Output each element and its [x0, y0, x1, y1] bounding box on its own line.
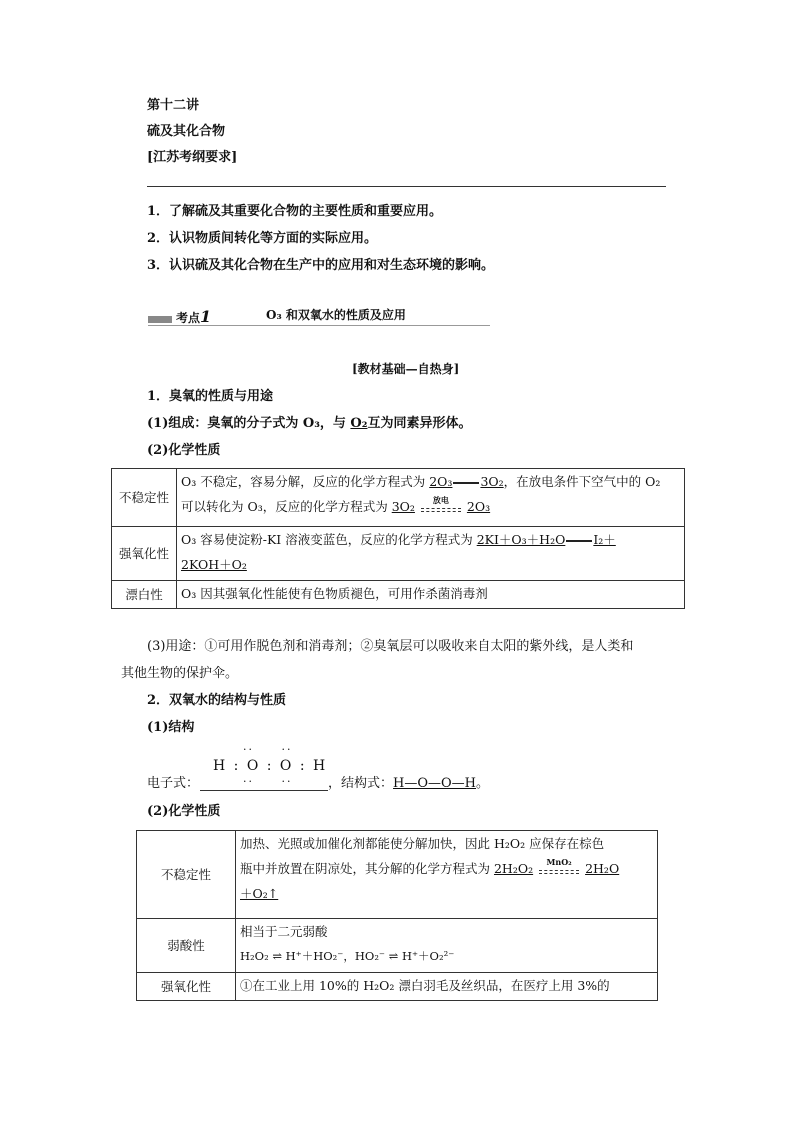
- lone-pair-dots: ·· ··: [243, 775, 293, 788]
- section-banner: [教材基础—自热身]: [352, 362, 460, 376]
- h2o2-structure-heading: (1)结构: [147, 720, 195, 735]
- table-cell: O₃ 不稳定，容易分解，反应的化学方程式为 2O₃ 3O₂，在放电条件下空气中的 O₂ 可以转化为 O₃，反应的化学方程式为 3O₂ 放电 2O₃: [177, 469, 685, 527]
- ozone-use-line-2: 其他生物的保护伞。: [121, 666, 239, 681]
- table-head-cell: 强氧化性: [112, 527, 177, 581]
- table-head-cell: 弱酸性: [137, 919, 236, 973]
- h2o2-heading: 2．双氧水的结构与性质: [147, 693, 287, 708]
- electron-formula: H : O : O : H: [213, 758, 328, 774]
- ozone-use-line-1: (3)用途：①可用作脱色剂和消毒剂；②臭氧层可以吸收来自太阳的紫外线，是人类和: [147, 639, 634, 654]
- h2o2-properties-table: [136, 830, 658, 1001]
- electron-label: 电子式：: [147, 776, 200, 791]
- requirement-item-2: 2．认识物质间转化等方面的实际应用。: [147, 231, 378, 246]
- table-row: [137, 919, 658, 973]
- table-row: [137, 831, 658, 919]
- kaodian-label: 考点1: [176, 307, 212, 326]
- lecture-topic: 硫及其化合物: [147, 124, 226, 139]
- table-head-cell: 漂白性: [112, 581, 177, 609]
- kaodian-title: O₃ 和双氧水的性质及应用: [266, 308, 406, 322]
- divider-line: [147, 186, 666, 187]
- table-head-cell: 不稳定性: [112, 469, 177, 527]
- kaodian-marker: [148, 316, 172, 323]
- table-cell: O₃ 容易使淀粉-KI 溶液变蓝色，反应的化学方程式为 2KI＋O₃＋H₂O I₂＋ 2KOH＋O₂: [177, 527, 685, 581]
- ozone-composition: (1)组成：臭氧的分子式为 O₃，与 O₂互为同素异形体。: [147, 416, 472, 431]
- electron-underline: [200, 790, 328, 791]
- table-cell: ①在工业上用 10%的 H₂O₂ 漂白羽毛及丝织品，在医疗上用 3%的: [236, 973, 658, 1001]
- table-row: [112, 527, 685, 581]
- table-row: [137, 973, 658, 1001]
- requirement-item-1: 1．了解硫及其重要化合物的主要性质和重要应用。: [147, 204, 443, 219]
- table-cell: 加热、光照或加催化剂都能使分解加快，因此 H₂O₂ 应保存在棕色 瓶中并放置在阴凉处，其分解的化学方程式为 2H₂O₂ MnO₂ 2H₂O ＋O₂↑: [236, 831, 658, 919]
- requirement-item-3: 3．认识硫及其化合物在生产中的应用和对生态环境的影响。: [147, 258, 495, 273]
- table-cell: O₃ 因其强氧化性能使有色物质褪色，可用作杀菌消毒剂: [177, 581, 685, 609]
- ozone-properties-table: [111, 468, 685, 609]
- ozone-heading: 1．臭氧的性质与用途: [147, 389, 274, 404]
- table-head-cell: 不稳定性: [137, 831, 236, 919]
- table-cell: 相当于二元弱酸 H₂O₂ ⇌ H⁺＋HO₂⁻，HO₂⁻ ⇌ H⁺＋O₂²⁻: [236, 919, 658, 973]
- lone-pair-dots: ·· ··: [243, 743, 293, 756]
- ozone-chem-heading: (2)化学性质: [147, 443, 221, 458]
- lecture-number: 第十二讲: [147, 98, 200, 113]
- h2o2-chem-heading: (2)化学性质: [147, 804, 221, 819]
- table-row: [112, 469, 685, 527]
- structural-formula-line: ，结构式：H—O—O—H。: [328, 776, 490, 791]
- requirement-title: [江苏考纲要求]: [147, 150, 238, 165]
- table-head-cell: 强氧化性: [137, 973, 236, 1001]
- kaodian-underline: [148, 325, 490, 326]
- table-row: [112, 581, 685, 609]
